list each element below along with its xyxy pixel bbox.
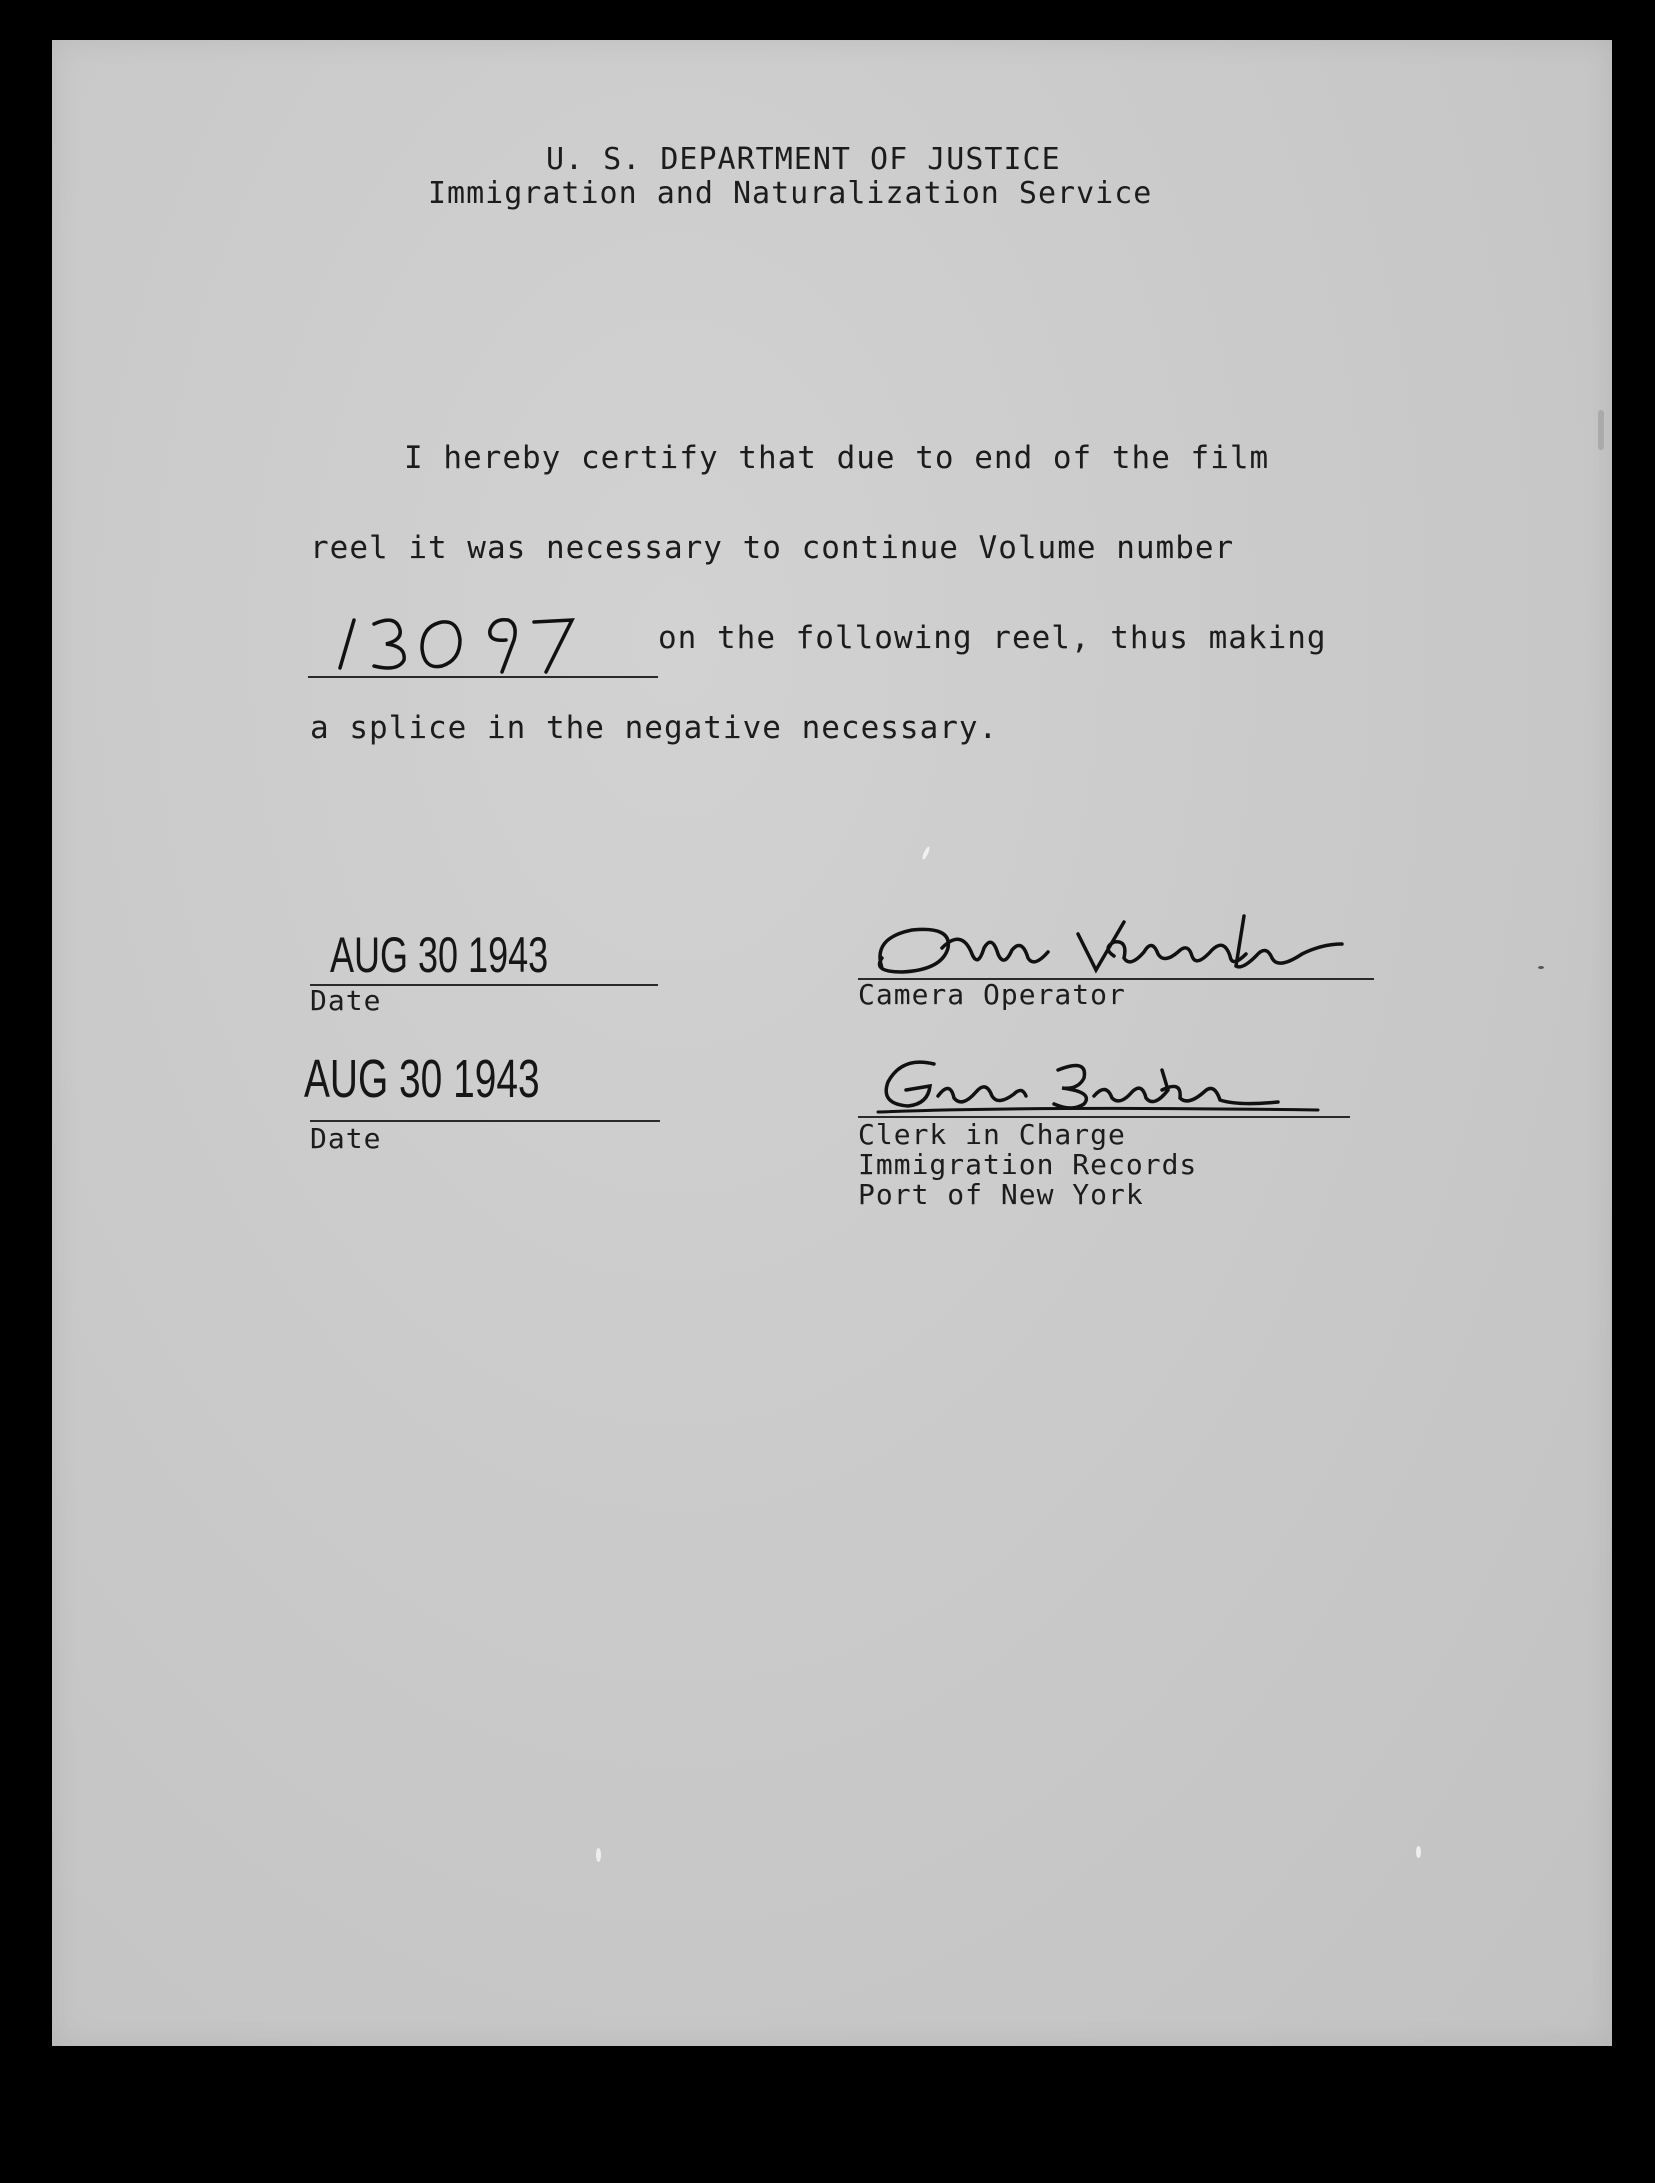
date-label-2: Date — [310, 1122, 382, 1155]
volume-number-handwritten — [310, 600, 660, 680]
film-speck — [921, 846, 931, 860]
film-speck — [596, 1848, 601, 1862]
certificate-line-3: on the following reel, thus making — [658, 620, 1327, 656]
document-sheet — [52, 40, 1612, 2046]
clerk-label-office: Immigration Records — [858, 1148, 1198, 1181]
date-stamp-2: AUG 30 1943 — [304, 1049, 540, 1109]
film-speck — [1598, 410, 1604, 450]
certificate-line-1: I hereby certify that due to end of the film — [404, 440, 1270, 476]
volume-number-underline — [308, 676, 658, 678]
date-stamp-1: AUG 30 1943 — [330, 927, 549, 983]
film-speck — [1538, 966, 1544, 969]
camera-operator-label: Camera Operator — [858, 978, 1126, 1011]
clerk-label-port: Port of New York — [858, 1178, 1144, 1211]
header-service: Immigration and Naturalization Service — [428, 176, 1153, 211]
date-label-1: Date — [310, 984, 382, 1017]
certificate-line-2: reel it was necessary to continue Volume number — [310, 530, 1235, 566]
clerk-label-title: Clerk in Charge — [858, 1118, 1126, 1151]
header-department: U. S. DEPARTMENT OF JUSTICE — [546, 142, 1061, 177]
certificate-line-4: a splice in the negative necessary. — [310, 710, 999, 746]
clerk-signature — [858, 1046, 1358, 1126]
film-speck — [1416, 1846, 1421, 1858]
